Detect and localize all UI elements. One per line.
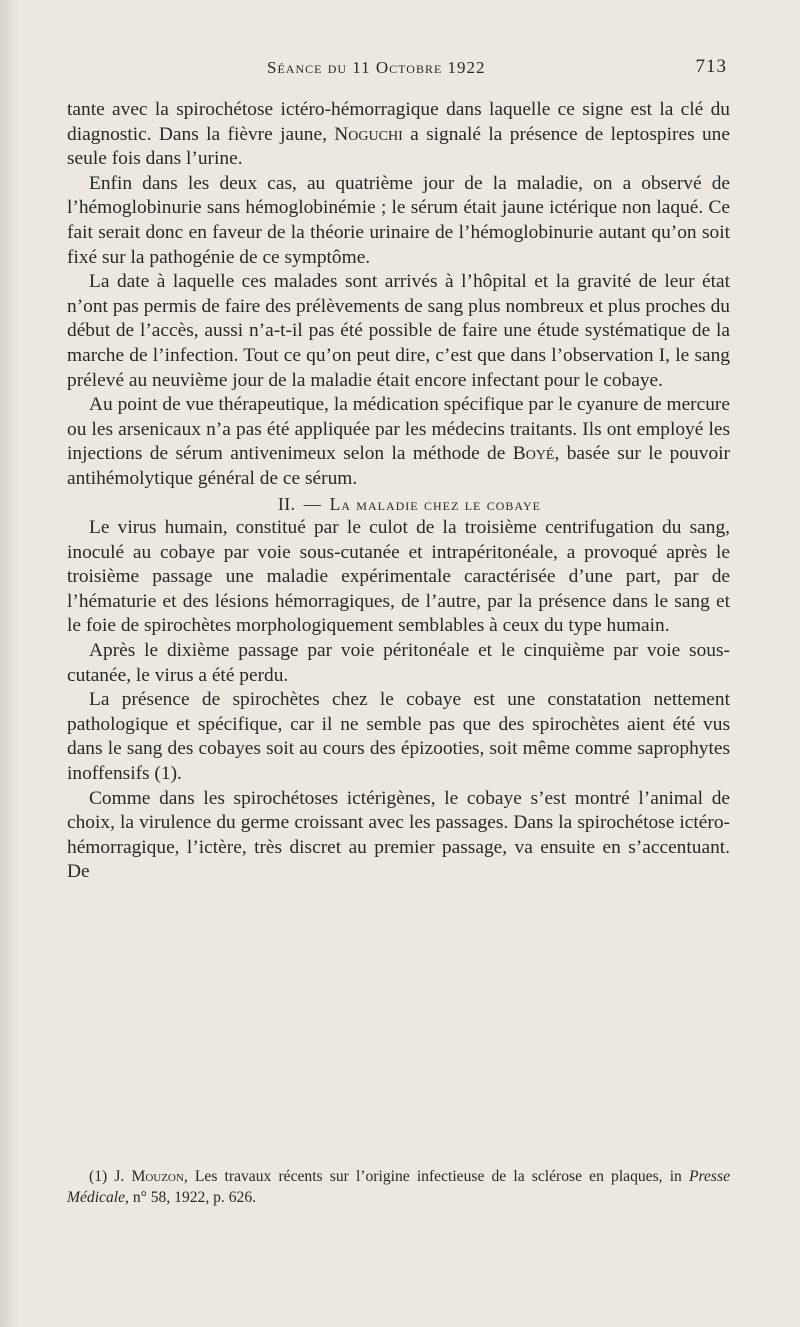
paragraph-7: La présence de spirochètes chez le cobaye est une constatation nettement pathologique et spécifique, car il ne semble pas que des spirochètes aient été vus dans le sang des cobayes soit au cours des épizooties, soit même comme saprophytes inoffensifs (1). (67, 689, 730, 785)
section-number: II. (278, 493, 296, 514)
footnote-author: J. Mouzon, (114, 1168, 188, 1185)
paragraph-4-end: , basée sur le pouvoir antihémolytique général de ce sérum. (67, 443, 730, 489)
page-number: 713 (695, 56, 727, 77)
footnote (67, 1166, 730, 1208)
paragraph-2: Enfin dans les deux cas, au quatrième jour de la maladie, on a observé de l’hémoglobinurie sans hémoglobinémie ; le sérum était jaune ictérique non laqué. Ce fait serait donc en faveur de la théorie urinaire de l’hémoglobinurie autant qu’on soit fixé sur la pathogénie de ce symptôme. (67, 172, 730, 268)
paragraph-8: Comme dans les spirochétoses ictérigènes, le cobaye s’est montré l’animal de choix, la virulence du germe croissant avec les passages. Dans la spirochétose ictéro-hémorragique, l’ictère, très discret au premier passage, va ensuite en s’accentuant. De (67, 787, 730, 883)
paragraph-1 (67, 98, 730, 172)
author-name-boye: Boyé (512, 443, 555, 465)
paragraph-3: La date à laquelle ces malades sont arrivés à l’hôpital et la gravité de leur état n’ont pas permis de faire des prélèvements de sang plus nombreux et plus proches du début de l’accès, aussi n’a-t-il pas été possible de faire une étude systématique de la marche de l’infection. Tout ce qu’on peut dire, c’est que dans l’observation I, le sang prélevé au neuvième jour de la maladie était encore infectant pour le cobaye. (67, 271, 730, 391)
section-title: La maladie chez le cobaye (329, 493, 541, 514)
footnote-ref: n° 58, 1922, p. 626. (132, 1189, 257, 1206)
footnote-1 (67, 1166, 730, 1208)
running-head (67, 56, 730, 80)
body-text (67, 98, 730, 885)
paragraph-1-text: tante avec la spirochétose ictéro-hémorragique dans laquelle ce signe est la clé du diagnostic. Dans la fièvre jaune, (67, 99, 730, 145)
section-dash: — (303, 493, 322, 514)
running-title: Séance du 11 Octobre 1922 (267, 58, 486, 77)
section-heading (67, 492, 730, 517)
author-name-noguchi: Noguchi (334, 123, 403, 145)
paragraph-1-end: a signalé la présence de leptospires une seule fois dans l’urine. (67, 123, 730, 170)
paragraph-5: Le virus humain, constitué par le culot de la troisième centrifugation du sang, inoculé au cobaye par voie sous-cutanée et intrapéritonéale, a provoqué après le troisième passage une maladie expérimentale caractérisée d’une part, par de l’hématurie et des lésions hémorragiques, de l’autre, par la présence dans le sang et le foie de spirochètes morphologiquement semblables à ceux du type humain. (67, 517, 730, 637)
footnote-journal: Presse Médicale, (67, 1168, 730, 1206)
paragraph-4 (67, 393, 730, 491)
footnote-text: Les travaux récents sur l’origine infectieuse de la sclérose en plaques, in (194, 1168, 682, 1185)
page-shadow (0, 0, 18, 1327)
footnote-marker: (1) (89, 1168, 108, 1185)
paragraph-4-text: Au point de vue thérapeutique, la médication spécifique par le cyanure de mercure ou les arsenicaux n’a pas été appliquée par les médecins traitants. Ils ont employé les injections de sérum antivenimeux selon la méthode de (67, 394, 730, 465)
paragraph-6: Après le dixième passage par voie péritonéale et le cinquième par voie sous-cutanée, le virus a été perdu. (67, 640, 730, 686)
